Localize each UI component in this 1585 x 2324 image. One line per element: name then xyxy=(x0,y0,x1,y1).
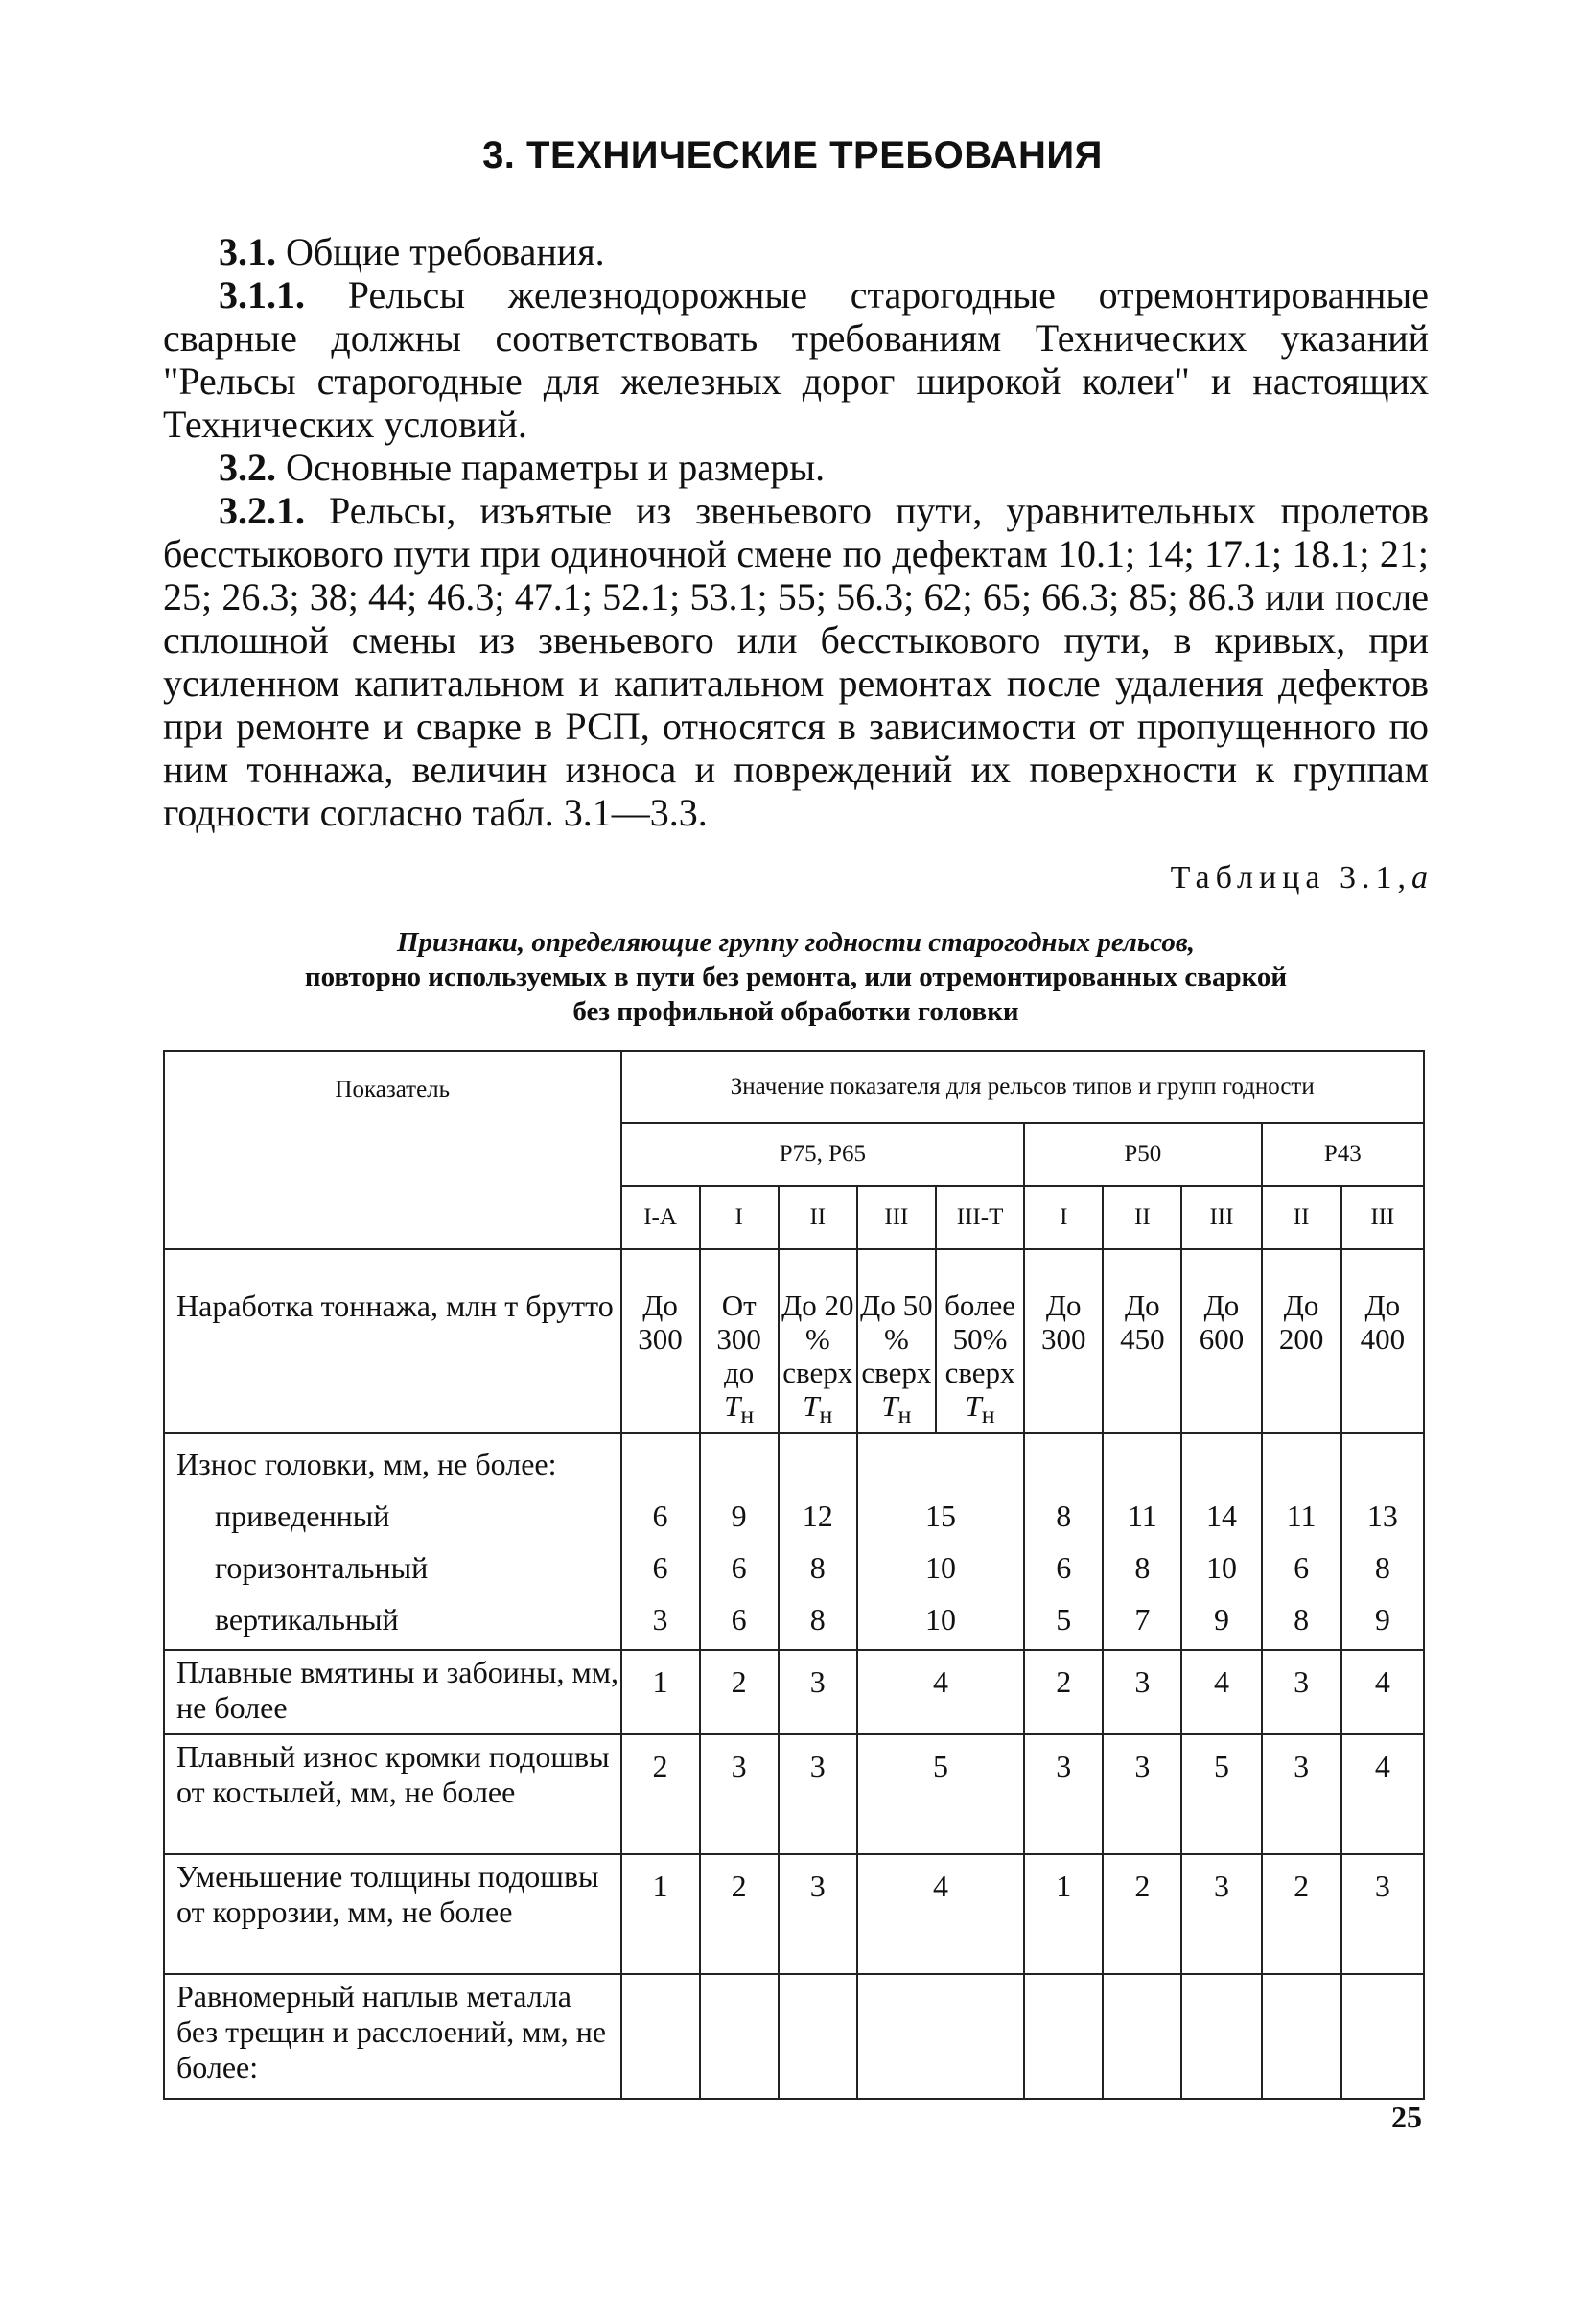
table-cell: 3 xyxy=(1103,1650,1181,1734)
group-header: III xyxy=(1181,1186,1261,1249)
table-cell: 1 xyxy=(1024,1854,1103,1974)
group-header: II xyxy=(1103,1186,1181,1249)
table-cell xyxy=(621,1974,700,2099)
table-cell: 2 xyxy=(621,1734,700,1854)
table-cell: 3 xyxy=(1181,1854,1261,1974)
table-cell xyxy=(1262,1974,1341,2099)
group-header: I-А xyxy=(621,1186,700,1249)
table-row xyxy=(164,1974,1424,2099)
table-cell xyxy=(1181,1974,1261,2099)
table-cell: 3 xyxy=(1262,1734,1341,1854)
rail-type-p50: Р50 xyxy=(1024,1123,1261,1186)
rail-grades-table xyxy=(163,1050,1425,2100)
group-header: II xyxy=(1262,1186,1341,1249)
table-cell: 11 6 8 xyxy=(1262,1433,1341,1650)
table-row xyxy=(164,1433,1424,1650)
paragraph-3-2-1: 3.2.1. Рельсы, изъятые из звеньевого пути, уравнительных пролетов бесстыкового пути при одиночной смене по дефектам 10.1; 14; 17.1; 18.1; 21; 25; 26.3; 38; 44; 46.3; 47.1; 52.1; 53.1; 55; 56.3; 62; 65; 66.3; 85; 86.3 или после сплошной смены из звеньевого или бесстыкового пути, в кривых, при усиленном капитальном и капитальном ремонтах после удаления дефектов при ремонте и сварке в РСП, относятся в зависимости от пропущенного по ним тоннажа, величин износа и повреждений их поверхности к группам годности согласно табл. 3.1—3.3. xyxy=(163,489,1429,834)
table-row xyxy=(164,1650,1424,1734)
table-cell: 4 xyxy=(1341,1734,1424,1854)
table-cell: До 50 % сверх $Т_н$ xyxy=(857,1249,936,1433)
table-cell: 9 6 6 xyxy=(700,1433,779,1650)
rail-type-p75-p65: Р75, Р65 xyxy=(621,1123,1025,1186)
table-cell xyxy=(1341,1974,1424,2099)
table-cell: 2 xyxy=(700,1650,779,1734)
table-cell: 4 xyxy=(857,1854,1024,1974)
group-header: I xyxy=(700,1186,779,1249)
table-cell: От 300 до $Т_н$ xyxy=(700,1249,779,1433)
table-caption: Признаки, определяющие группу годности старогодных рельсов, повторно используемых в пути без ремонта, или отремонтированных сваркой без профильной обработки головки xyxy=(304,927,1288,1027)
table-row xyxy=(164,1249,1424,1433)
row-label: Равномерный наплыв металла без трещин и расслоений, мм, не более: xyxy=(164,1974,621,2099)
group-header: II xyxy=(779,1186,857,1249)
row-label-tonnage: Наработка тоннажа, млн т брутто xyxy=(164,1249,621,1433)
table-cell: 3 xyxy=(779,1734,857,1854)
table-cell: 5 xyxy=(1181,1734,1261,1854)
paragraph-3-2: 3.2. Основные параметры и размеры. xyxy=(219,446,826,489)
table-cell: До 200 xyxy=(1262,1249,1341,1433)
group-header: III xyxy=(857,1186,936,1249)
table-cell: 4 xyxy=(1181,1650,1261,1734)
table-cell: До 300 xyxy=(621,1249,700,1433)
table-cell: 3 xyxy=(779,1854,857,1974)
row-label: Уменьшение толщины подошвы от коррозии, мм, не более xyxy=(164,1854,621,1974)
table-cell xyxy=(700,1974,779,2099)
table-cell: 1 xyxy=(621,1854,700,1974)
table-cell: 5 xyxy=(857,1734,1024,1854)
table-cell xyxy=(1024,1974,1103,2099)
row-label-wear: Износ головки, мм, не более: приведенный горизонтальный вертикальный xyxy=(164,1433,621,1650)
table-cell: 3 xyxy=(1024,1734,1103,1854)
table-cell: До 450 xyxy=(1103,1249,1181,1433)
table-row xyxy=(164,1854,1424,1974)
table-cell: 15 10 10 xyxy=(857,1433,1024,1650)
table-cell xyxy=(779,1974,857,2099)
table-cell: До 300 xyxy=(1024,1249,1103,1433)
section-heading: 3. ТЕХНИЧЕСКИЕ ТРЕБОВАНИЯ xyxy=(482,134,1103,176)
table-cell: 11 8 7 xyxy=(1103,1433,1181,1650)
group-header: III-Т xyxy=(936,1186,1024,1249)
table-cell: 2 xyxy=(1024,1650,1103,1734)
table-cell: 6 6 3 xyxy=(621,1433,700,1650)
body-text xyxy=(163,230,1429,834)
paragraph-3-1-1: 3.1.1. Рельсы железнодорожные старогодные отремонтированные сварные должны соответствовать требованиям Технических указаний "Рельсы старогодные для железных дорог широкой колеи" и настоящих Технических условий. xyxy=(163,273,1429,446)
table-cell: 2 xyxy=(1103,1854,1181,1974)
group-header: III xyxy=(1341,1186,1424,1249)
table-cell: 3 xyxy=(1262,1650,1341,1734)
row-label: Плавные вмятины и забоины, мм, не более xyxy=(164,1650,621,1734)
table-cell: 13 8 9 xyxy=(1341,1433,1424,1650)
table-label: Таблица 3.1,а xyxy=(1170,860,1428,895)
table-cell: До 600 xyxy=(1181,1249,1261,1433)
table-cell: 3 xyxy=(1103,1734,1181,1854)
table-cell: До 20 % сверх $Т_н$ xyxy=(779,1249,857,1433)
table-cell: 2 xyxy=(1262,1854,1341,1974)
table-cell xyxy=(1103,1974,1181,2099)
table-cell: 3 xyxy=(779,1650,857,1734)
table-cell xyxy=(857,1974,1024,2099)
table-cell: 3 xyxy=(700,1734,779,1854)
page-number: 25 xyxy=(1391,2100,1422,2134)
group-header: I xyxy=(1024,1186,1103,1249)
rail-type-p43: Р43 xyxy=(1262,1123,1424,1186)
header-value: Значение показателя для рельсов типов и групп годности xyxy=(621,1051,1425,1123)
paragraph-3-1: 3.1. Общие требования. xyxy=(219,230,605,273)
table-cell: 12 8 8 xyxy=(779,1433,857,1650)
table-cell: 3 xyxy=(1341,1854,1424,1974)
table-cell: 1 xyxy=(621,1650,700,1734)
table-cell: более 50% сверх $Т_н$ xyxy=(936,1249,1024,1433)
table-cell: 14 10 9 xyxy=(1181,1433,1261,1650)
table-cell: 4 xyxy=(1341,1650,1424,1734)
table-cell: 8 6 5 xyxy=(1024,1433,1103,1650)
table-row xyxy=(164,1734,1424,1854)
table-cell: До 400 xyxy=(1341,1249,1424,1433)
table-cell: 4 xyxy=(857,1650,1024,1734)
table-cell: 2 xyxy=(700,1854,779,1974)
row-label: Плавный износ кромки подошвы от костылей, мм, не более xyxy=(164,1734,621,1854)
header-indicator: Показатель xyxy=(164,1051,621,1249)
